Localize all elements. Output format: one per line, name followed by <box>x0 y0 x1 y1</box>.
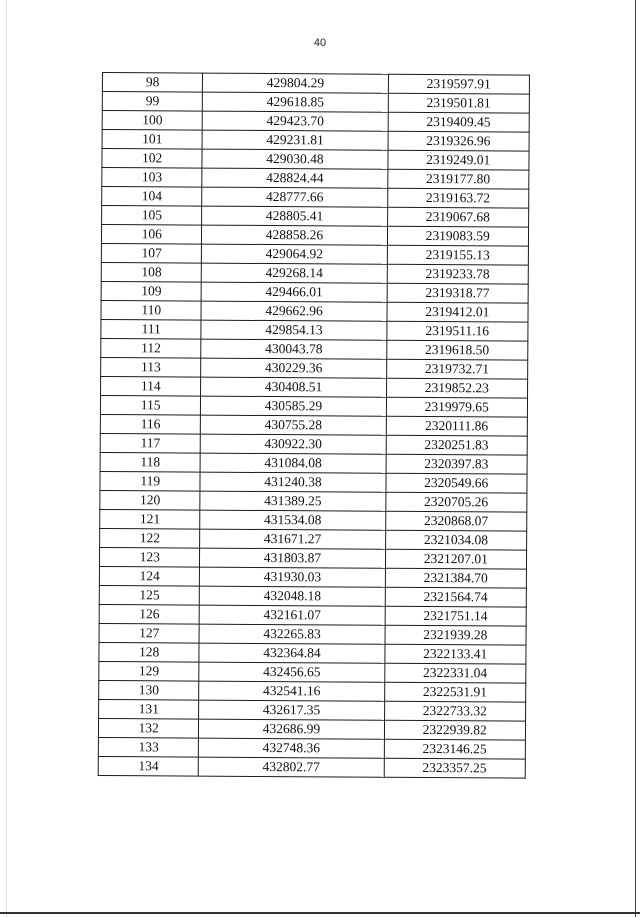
y-coordinate-cell: 2322531.91 <box>384 682 526 702</box>
table-row <box>100 509 527 531</box>
point-number-cell: 114 <box>101 376 202 396</box>
point-number-cell: 115 <box>100 395 201 415</box>
table-row <box>102 149 529 171</box>
y-coordinate-cell: 2319852.23 <box>386 378 528 398</box>
y-coordinate-cell: 2319318.77 <box>387 283 529 303</box>
y-coordinate-cell: 2319732.71 <box>386 359 528 379</box>
point-number-cell: 127 <box>99 623 200 643</box>
table-row <box>101 300 528 322</box>
point-number-cell: 103 <box>102 168 203 188</box>
y-coordinate-cell: 2319083.59 <box>387 226 529 246</box>
table-row <box>101 357 528 379</box>
y-coordinate-cell: 2323357.25 <box>384 758 526 778</box>
table-row <box>99 604 526 626</box>
y-coordinate-cell: 2320111.86 <box>386 416 528 436</box>
point-number-cell: 130 <box>99 680 200 700</box>
x-coordinate-cell: 431240.38 <box>200 472 385 492</box>
x-coordinate-cell: 431930.03 <box>200 567 385 587</box>
x-coordinate-cell: 430922.30 <box>201 434 386 454</box>
point-number-cell: 102 <box>102 149 203 169</box>
point-number-cell: 111 <box>101 319 202 339</box>
table-row <box>101 338 528 360</box>
table-row <box>99 585 526 607</box>
point-number-cell: 121 <box>100 509 201 529</box>
table-row <box>102 111 529 133</box>
x-coordinate-cell: 429231.81 <box>202 130 387 150</box>
coordinate-table-body <box>98 73 529 779</box>
x-coordinate-cell: 431389.25 <box>200 491 385 511</box>
y-coordinate-cell: 2319177.80 <box>387 169 529 189</box>
x-coordinate-cell: 431084.08 <box>200 453 385 473</box>
x-coordinate-cell: 432265.83 <box>199 624 384 644</box>
y-coordinate-cell: 2319501.81 <box>388 93 530 113</box>
point-number-cell: 104 <box>102 187 203 207</box>
table-row <box>100 414 527 436</box>
y-coordinate-cell: 2319326.96 <box>388 131 530 151</box>
y-coordinate-cell: 2321751.14 <box>385 606 527 626</box>
y-coordinate-cell: 2321207.01 <box>385 549 527 569</box>
y-coordinate-cell: 2319597.91 <box>388 74 530 94</box>
table-row <box>98 756 525 778</box>
y-coordinate-cell: 2321564.74 <box>385 587 527 607</box>
table-row <box>100 433 527 455</box>
x-coordinate-cell: 432748.36 <box>199 738 384 758</box>
table-row <box>100 490 527 512</box>
table-row <box>99 642 526 664</box>
y-coordinate-cell: 2319412.01 <box>387 302 529 322</box>
x-coordinate-cell: 429030.48 <box>202 149 387 169</box>
table-row <box>99 623 526 645</box>
x-coordinate-cell: 431671.27 <box>200 529 385 549</box>
table-row <box>100 471 527 493</box>
y-coordinate-cell: 2320549.66 <box>385 473 527 493</box>
scan-edge-left <box>6 0 7 917</box>
x-coordinate-cell: 430408.51 <box>201 377 386 397</box>
x-coordinate-cell: 428824.44 <box>202 168 387 188</box>
point-number-cell: 125 <box>99 585 200 605</box>
table-row <box>102 130 529 152</box>
y-coordinate-cell: 2321384.70 <box>385 568 527 588</box>
table-row <box>101 376 528 398</box>
y-coordinate-cell: 2319979.65 <box>386 397 528 417</box>
coordinate-table <box>98 72 530 779</box>
x-coordinate-cell: 431534.08 <box>200 510 385 530</box>
y-coordinate-cell: 2319067.68 <box>387 207 529 227</box>
y-coordinate-cell: 2320397.83 <box>386 454 528 474</box>
x-coordinate-cell: 432541.16 <box>199 681 384 701</box>
point-number-cell: 108 <box>101 262 202 282</box>
point-number-cell: 117 <box>100 433 201 453</box>
x-coordinate-cell: 432686.99 <box>199 719 384 739</box>
x-coordinate-cell: 428805.41 <box>202 206 387 226</box>
table-row <box>101 281 528 303</box>
y-coordinate-cell: 2319618.50 <box>386 340 528 360</box>
x-coordinate-cell: 432617.35 <box>199 700 384 720</box>
x-coordinate-cell: 429423.70 <box>203 111 388 131</box>
x-coordinate-cell: 429662.96 <box>201 301 386 321</box>
table-row <box>101 319 528 341</box>
y-coordinate-cell: 2320705.26 <box>385 492 527 512</box>
x-coordinate-cell: 429854.13 <box>201 320 386 340</box>
point-number-cell: 105 <box>102 206 203 226</box>
point-number-cell: 124 <box>99 566 200 586</box>
table-row <box>99 566 526 588</box>
x-coordinate-cell: 428777.66 <box>202 187 387 207</box>
table-row <box>102 92 529 114</box>
table-row <box>101 225 528 247</box>
point-number-cell: 98 <box>102 73 203 93</box>
x-coordinate-cell: 428858.26 <box>202 225 387 245</box>
x-coordinate-cell: 432364.84 <box>199 643 384 663</box>
table-row <box>98 718 525 740</box>
table-row <box>99 680 526 702</box>
point-number-cell: 120 <box>100 490 201 510</box>
x-coordinate-cell: 430585.29 <box>201 396 386 416</box>
x-coordinate-cell: 429618.85 <box>203 92 388 112</box>
x-coordinate-cell: 432456.65 <box>199 662 384 682</box>
point-number-cell: 113 <box>101 357 202 377</box>
table-row <box>100 528 527 550</box>
table-row <box>102 73 529 95</box>
point-number-cell: 129 <box>99 661 200 681</box>
y-coordinate-cell: 2319409.45 <box>388 112 530 132</box>
y-coordinate-cell: 2319163.72 <box>387 188 529 208</box>
x-coordinate-cell: 429804.29 <box>203 73 388 93</box>
point-number-cell: 128 <box>99 642 200 662</box>
y-coordinate-cell: 2321939.28 <box>385 625 527 645</box>
point-number-cell: 112 <box>101 338 202 358</box>
x-coordinate-cell: 432161.07 <box>200 605 385 625</box>
scan-bottom-edge <box>0 912 640 914</box>
y-coordinate-cell: 2322133.41 <box>384 644 526 664</box>
x-coordinate-cell: 430755.28 <box>201 415 386 435</box>
y-coordinate-cell: 2323146.25 <box>384 739 526 759</box>
table-row <box>102 206 529 228</box>
table-row <box>100 452 527 474</box>
y-coordinate-cell: 2322733.32 <box>384 701 526 721</box>
x-coordinate-cell: 429064.92 <box>202 244 387 264</box>
point-number-cell: 107 <box>101 243 202 263</box>
point-number-cell: 118 <box>100 452 201 472</box>
y-coordinate-cell: 2322331.04 <box>384 663 526 683</box>
point-number-cell: 109 <box>101 281 202 301</box>
x-coordinate-cell: 430043.78 <box>201 339 386 359</box>
x-coordinate-cell: 432048.18 <box>200 586 385 606</box>
page-number: 40 <box>313 37 327 49</box>
y-coordinate-cell: 2319233.78 <box>387 264 529 284</box>
y-coordinate-cell: 2321034.08 <box>385 530 527 550</box>
point-number-cell: 134 <box>98 756 199 776</box>
table-row <box>99 547 526 569</box>
table-row <box>100 395 527 417</box>
table-row <box>101 243 528 265</box>
y-coordinate-cell: 2319511.16 <box>386 321 528 341</box>
point-number-cell: 119 <box>100 471 201 491</box>
y-coordinate-cell: 2322939.82 <box>384 720 526 740</box>
x-coordinate-cell: 430229.36 <box>201 358 386 378</box>
x-coordinate-cell: 432802.77 <box>199 757 384 777</box>
x-coordinate-cell: 431803.87 <box>200 548 385 568</box>
scan-edge-right <box>635 0 636 917</box>
table-row <box>99 661 526 683</box>
y-coordinate-cell: 2320868.07 <box>385 511 527 531</box>
point-number-cell: 106 <box>101 225 202 245</box>
point-number-cell: 99 <box>102 92 203 112</box>
point-number-cell: 123 <box>99 547 200 567</box>
point-number-cell: 122 <box>100 528 201 548</box>
x-coordinate-cell: 429466.01 <box>202 282 387 302</box>
table-row <box>101 262 528 284</box>
y-coordinate-cell: 2320251.83 <box>386 435 528 455</box>
table-row <box>102 187 529 209</box>
y-coordinate-cell: 2319155.13 <box>387 245 529 265</box>
y-coordinate-cell: 2319249.01 <box>387 150 529 170</box>
point-number-cell: 126 <box>99 604 200 624</box>
table-row <box>102 168 529 190</box>
x-coordinate-cell: 429268.14 <box>202 263 387 283</box>
point-number-cell: 110 <box>101 300 202 320</box>
table-row <box>98 737 525 759</box>
point-number-cell: 101 <box>102 130 203 150</box>
table-row <box>99 699 526 721</box>
point-number-cell: 133 <box>98 737 199 757</box>
point-number-cell: 116 <box>100 414 201 434</box>
point-number-cell: 100 <box>102 111 203 131</box>
point-number-cell: 131 <box>99 699 200 719</box>
point-number-cell: 132 <box>98 718 199 738</box>
